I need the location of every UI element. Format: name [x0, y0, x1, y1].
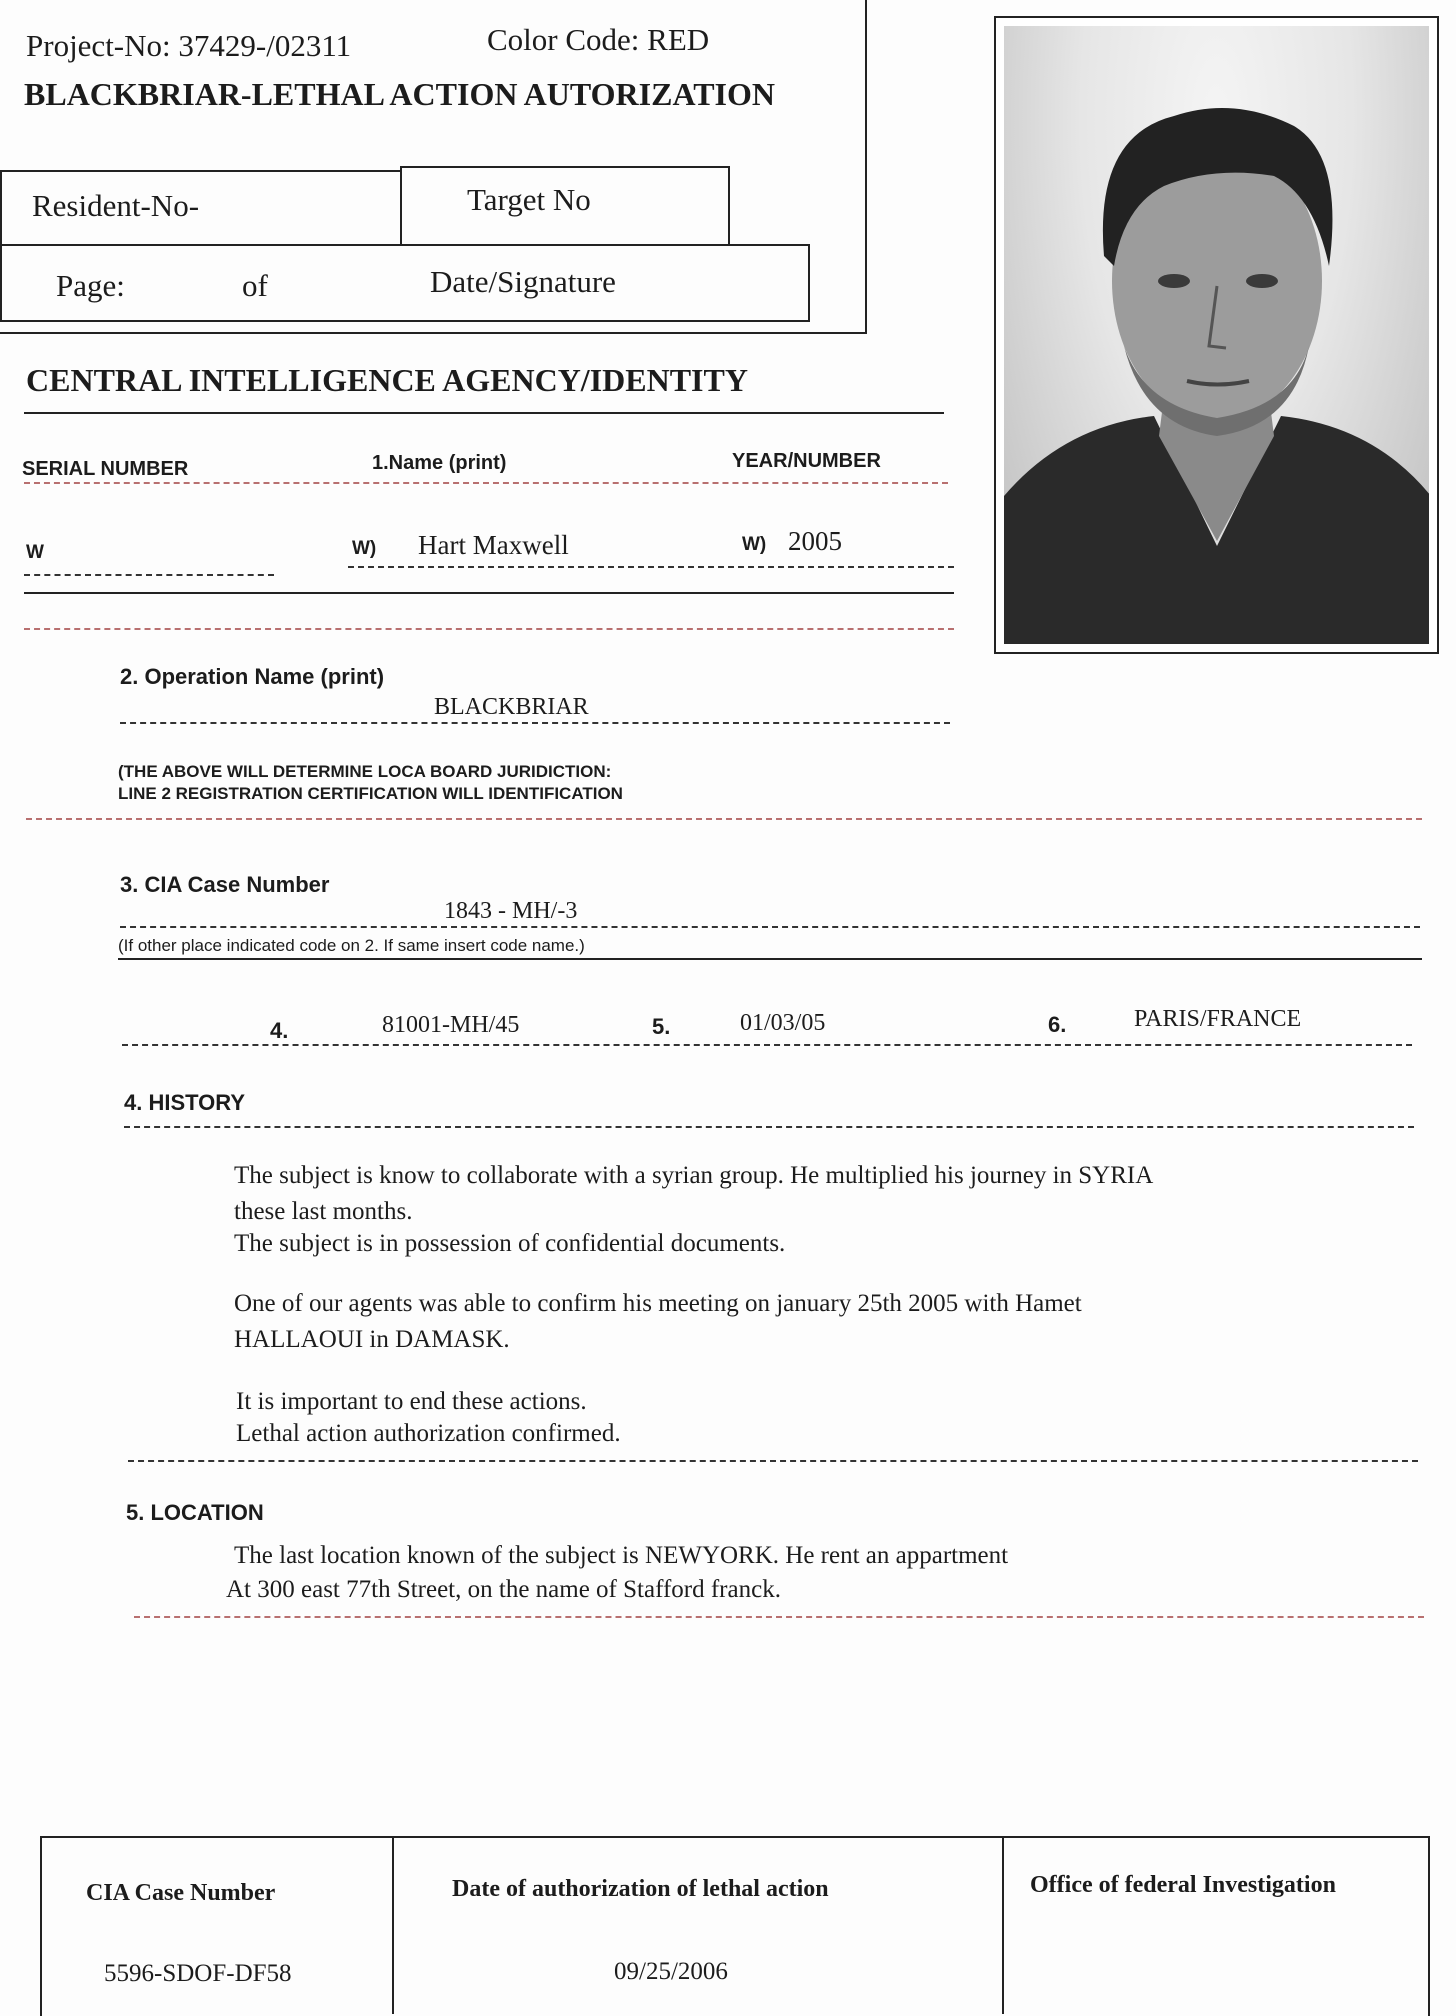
year-value: 2005 [788, 526, 842, 556]
footer-case-number-header: CIA Case Number [86, 1880, 276, 1906]
history-line-3: The subject is in possession of confidential documents. [234, 1230, 786, 1257]
fields-row-underline [122, 1044, 1412, 1046]
serial-prefix: W [26, 542, 44, 563]
case-number-label: 3. CIA Case Number [120, 872, 330, 897]
footer-table [40, 1836, 1430, 2016]
footer-case-number-value: 5596-SDOF-DF58 [104, 1960, 292, 1987]
date-signature-label: Date/Signature [430, 264, 616, 299]
operation-note-line1: (THE ABOVE WILL DETERMINE LOCA BOARD JURIDICTION: [118, 762, 612, 781]
case-number-rule [118, 958, 1422, 960]
identity-heading-rule [24, 412, 944, 414]
field-4-value: 81001-MH/45 [382, 1012, 520, 1038]
document-title: BLACKBRIAR-LETHAL ACTION AUTORIZATION [24, 76, 775, 112]
field-5-value: 01/03/05 [740, 1010, 826, 1036]
field-4-label: 4. [270, 1018, 289, 1043]
target-no-label: Target No [467, 182, 591, 217]
field-6-value: PARIS/FRANCE [1134, 1006, 1302, 1032]
footer-table-divider-1 [392, 1838, 394, 2014]
footer-federal-office-header: Office of federal Investigation [1030, 1872, 1336, 1898]
field-5-label: 5. [652, 1014, 671, 1039]
footer-authorization-date-header: Date of authorization of lethal action [452, 1876, 829, 1902]
history-heading-underline [124, 1126, 1414, 1128]
serial-number-label: SERIAL NUMBER [22, 458, 189, 480]
subject-photo [994, 16, 1439, 654]
subject-portrait-image [1004, 26, 1429, 644]
operation-name-label: 2. Operation Name (print) [120, 664, 385, 689]
serial-underline [24, 574, 274, 576]
location-line-1: The last location known of the subject is NEWYORK. He rent an appartment [234, 1542, 1009, 1569]
year-number-label: YEAR/NUMBER [732, 450, 881, 472]
operation-note-line2: LINE 2 REGISTRATION CERTIFICATION WILL IDENTIFICATION [118, 784, 623, 803]
name-prefix: W) [352, 538, 377, 559]
identity-section-rule [24, 592, 954, 594]
identity-heading: CENTRAL INTELLIGENCE AGENCY/IDENTITY [26, 362, 748, 398]
history-line-6: It is important to end these actions. [236, 1388, 587, 1415]
name-value: Hart Maxwell [418, 530, 569, 560]
location-line-2: At 300 east 77th Street, on the name of Stafford franck. [226, 1576, 781, 1603]
location-bottom-rule [134, 1616, 1424, 1618]
history-line-5: HALLAOUI in DAMASK. [234, 1326, 510, 1353]
header-bottom-border [0, 332, 867, 334]
identity-label-rule [24, 482, 948, 484]
project-number: Project-No: 37429-/02311 [26, 28, 352, 63]
location-heading: 5. LOCATION [126, 1500, 264, 1525]
operation-underline [120, 722, 950, 724]
history-bottom-rule [128, 1460, 1418, 1462]
history-line-4: One of our agents was able to confirm his meeting on january 25th 2005 with Hamet [234, 1290, 1082, 1317]
footer-table-divider-2 [1002, 1838, 1004, 2014]
history-line-7: Lethal action authorization confirmed. [236, 1420, 621, 1447]
name-label: 1.Name (print) [372, 452, 507, 474]
operation-name-value: BLACKBRIAR [434, 694, 589, 720]
field-6-label: 6. [1048, 1012, 1067, 1037]
operation-bottom-rule [26, 818, 1422, 820]
page-label: Page: [56, 268, 125, 303]
case-number-underline [120, 926, 1420, 928]
identity-bottom-rule [24, 628, 954, 630]
year-prefix: W) [742, 534, 767, 555]
history-heading: 4. HISTORY [124, 1090, 246, 1115]
resident-no-label: Resident-No- [32, 188, 200, 223]
case-number-note: (If other place indicated code on 2. If same insert code name.) [118, 936, 585, 955]
case-number-value: 1843 - MH/-3 [444, 898, 578, 924]
of-label: of [242, 268, 268, 303]
color-code: Color Code: RED [487, 22, 710, 57]
header-right-border [865, 0, 867, 332]
name-year-underline [348, 566, 954, 568]
footer-authorization-date-value: 09/25/2006 [614, 1958, 728, 1985]
history-line-2: these last months. [234, 1198, 413, 1225]
history-line-1: The subject is know to collaborate with a syrian group. He multiplied his journey in SYRIA [234, 1162, 1154, 1189]
